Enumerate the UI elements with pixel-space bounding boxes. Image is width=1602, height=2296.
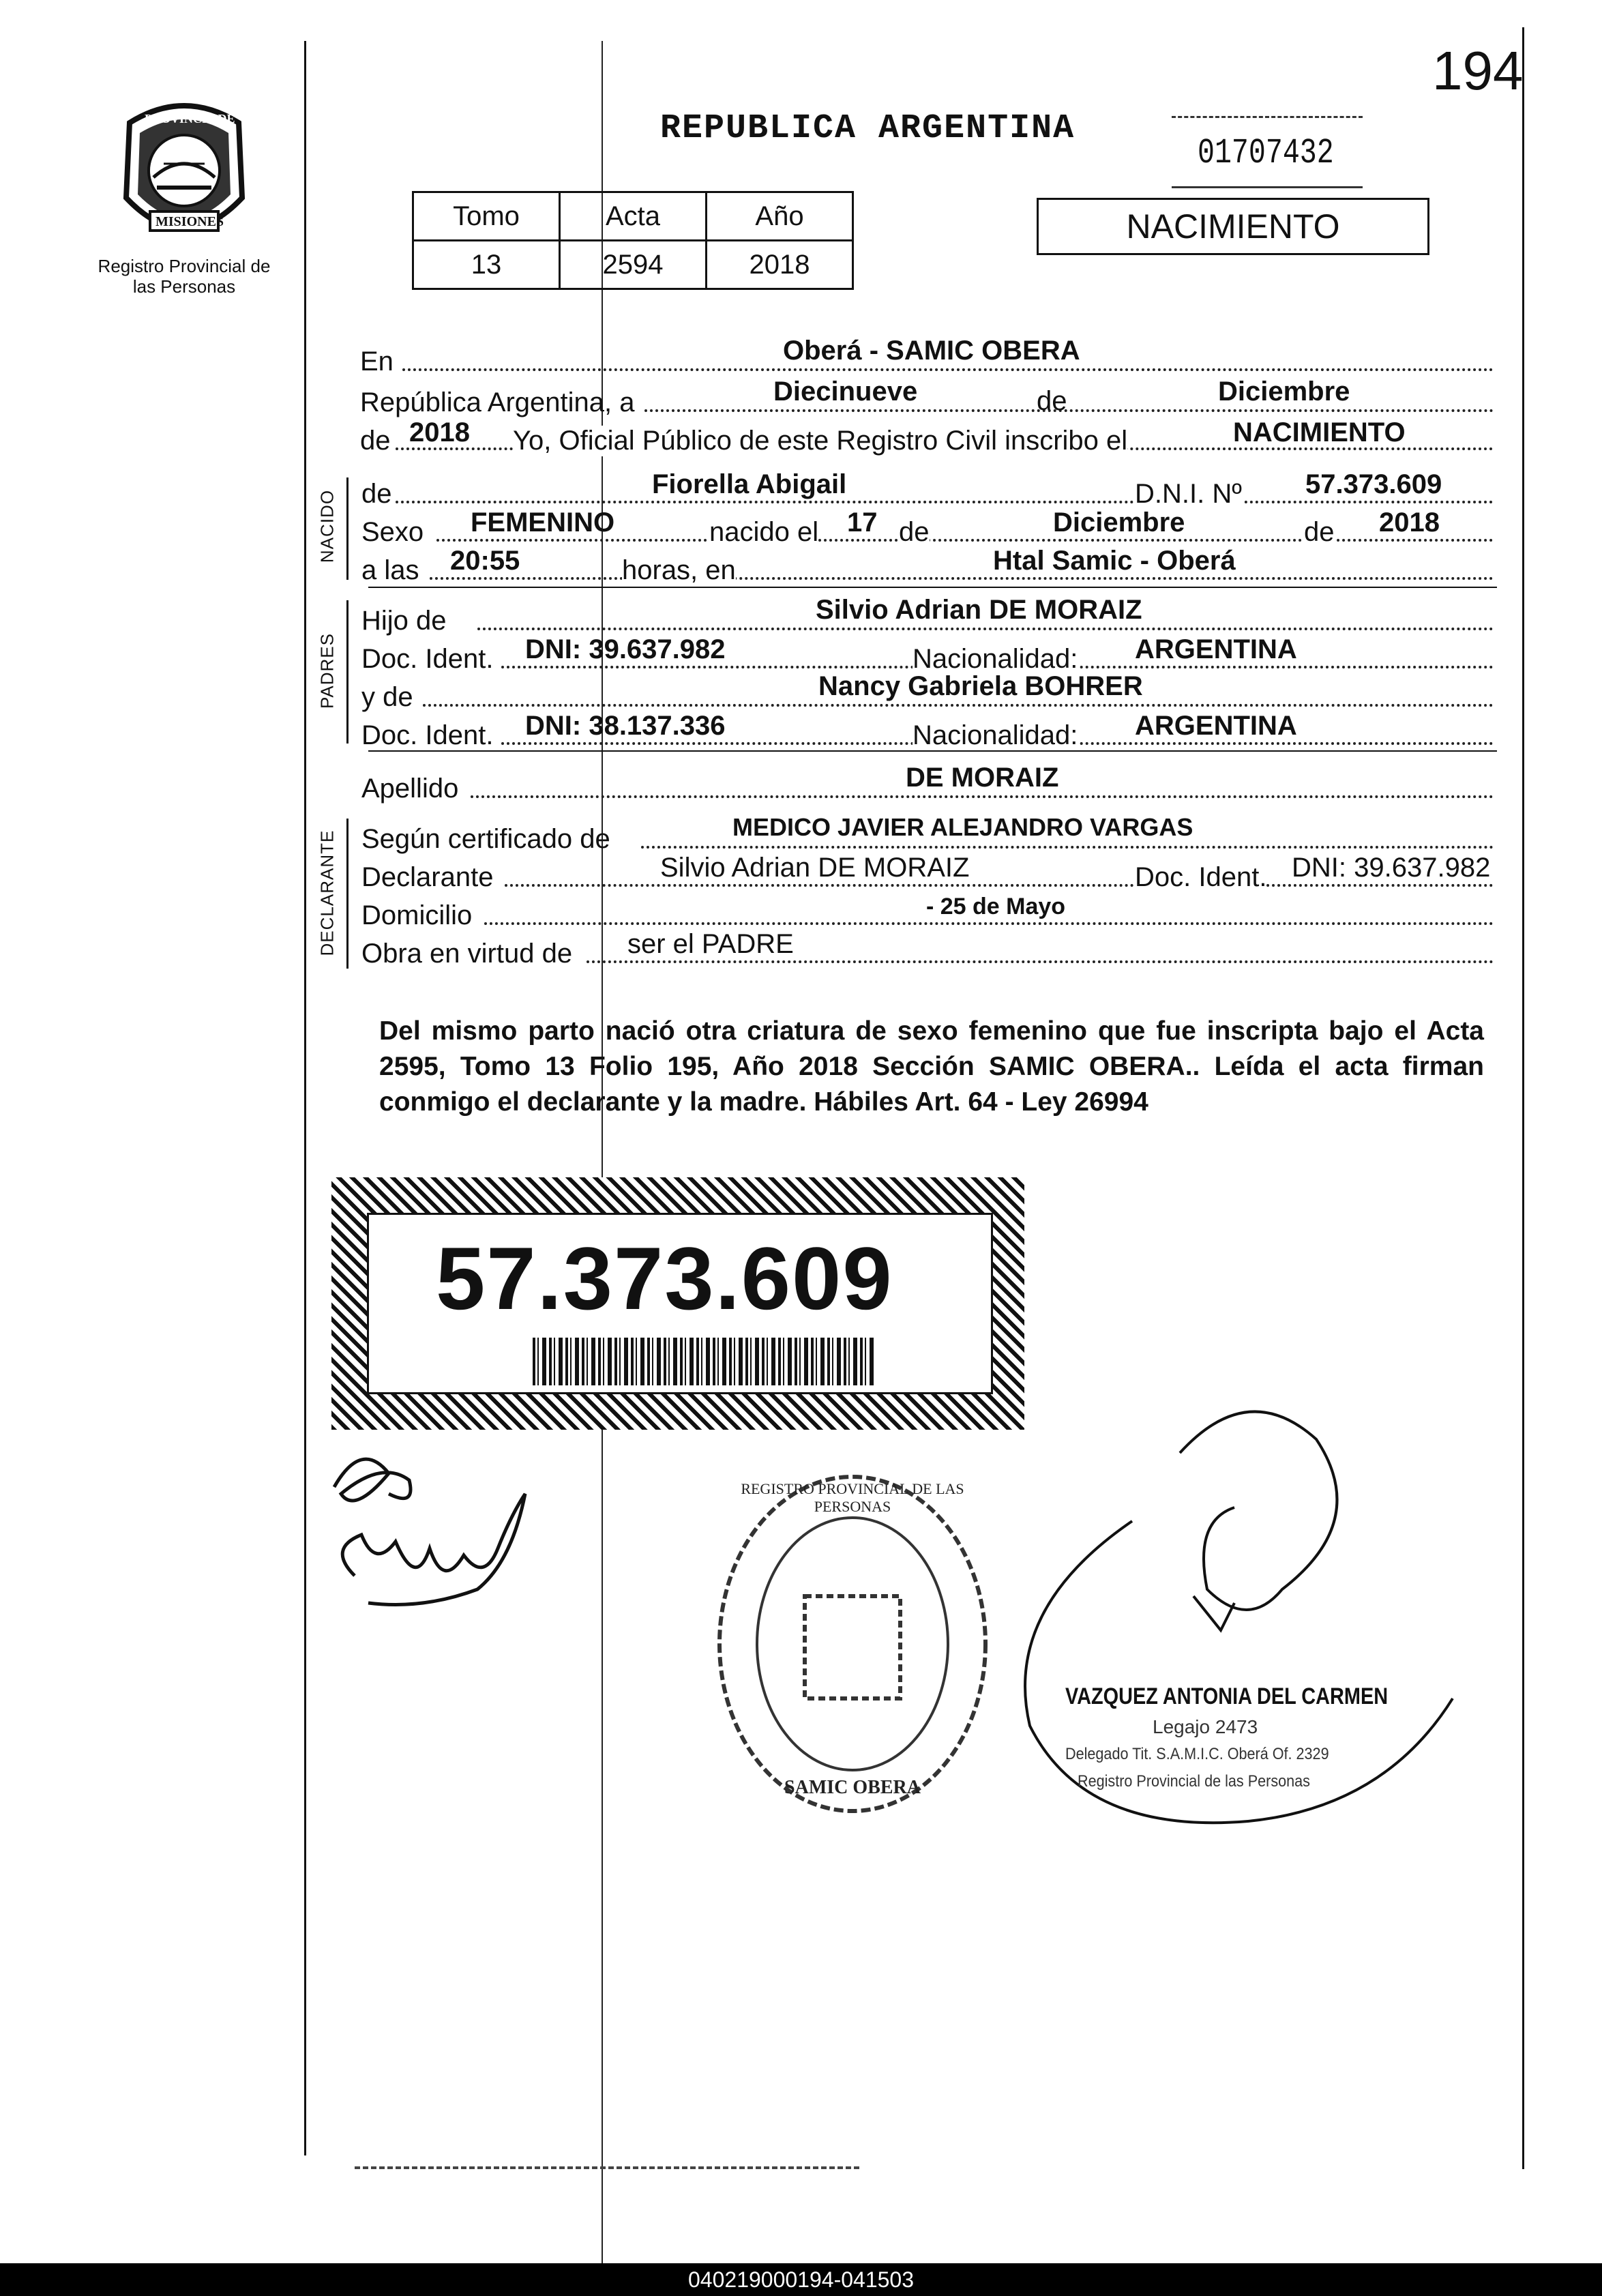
padres-bracket: [346, 600, 348, 744]
intro-day: Diecinueve: [773, 377, 918, 407]
seal-text: REGISTRO PROVINCIAL DE LAS PERSONAS: [741, 1480, 964, 1515]
table-cell-acta: 2594: [560, 241, 707, 289]
dots-declarante: [505, 884, 1494, 887]
birth-de3-label: de: [1304, 517, 1335, 547]
declarante-signature: [314, 1432, 559, 1637]
bottom-faint-line: [355, 2166, 859, 2169]
intro-place: Oberá - SAMIC OBERA: [783, 336, 1080, 366]
birth-day: 17: [847, 507, 878, 538]
intro-de-label: de: [1037, 386, 1067, 416]
footer-bar: [0, 2263, 1602, 2296]
dots-en: [402, 368, 1494, 371]
page-number: 194: [1432, 40, 1524, 101]
intro-month: Diciembre: [1218, 377, 1350, 407]
mother-nationality: ARGENTINA: [1135, 711, 1297, 741]
nacido-dni-label: D.N.I. Nº: [1135, 479, 1242, 509]
country-title: REPUBLICA ARGENTINA: [660, 109, 1076, 148]
officer-name: VAZQUEZ ANTONIA DEL CARMEN: [1065, 1683, 1389, 1709]
reference-table: [412, 191, 854, 290]
sexo-value: FEMENINO: [471, 507, 615, 538]
logo-seal-bottom: MISIONES: [155, 214, 224, 229]
scan-id: 040219000194-041503: [688, 2267, 914, 2292]
declarante-doc: DNI: 39.637.982: [1292, 853, 1491, 883]
en-label: En: [360, 347, 394, 377]
dni-sticker-inner: [367, 1213, 993, 1394]
domicilio-label: Domicilio: [361, 900, 473, 930]
table-header-ano: Año: [707, 192, 853, 241]
dots-apellido: [471, 795, 1494, 798]
left-border: [304, 41, 306, 2155]
segun-label: Según certificado de: [361, 824, 610, 854]
republica-label: República Argentina, a: [360, 387, 635, 417]
intro-yo-text: Yo, Oficial Público de este Registro Civil inscribo el: [513, 426, 1128, 456]
father-doc: DNI: 39.637.982: [525, 634, 726, 664]
nacido-dni: 57.373.609: [1305, 469, 1442, 499]
obra-label: Obra en virtud de: [361, 939, 573, 969]
birth-time: 20:55: [450, 546, 520, 576]
mother-name: Nancy Gabriela BOHRER: [818, 671, 1143, 701]
declarante-section-label: DECLARANTE: [316, 829, 338, 956]
table-header-tomo: Tomo: [413, 192, 560, 241]
dots-nacido-name: [396, 501, 1494, 503]
mother-doc-label: Doc. Ident.: [361, 720, 494, 750]
dots-sexo: [436, 539, 1494, 542]
officer-legajo: Legajo 2473: [1153, 1716, 1258, 1737]
logo-seal-top: PROVINCIA DE: [145, 112, 235, 126]
dni-sticker: [331, 1177, 1024, 1430]
intro-de2-label: de: [360, 426, 391, 456]
declarante-label: Declarante: [361, 862, 494, 892]
dots-obra: [587, 960, 1494, 963]
table-cell-ano: 2018: [707, 241, 853, 289]
father-nat-label: Nacionalidad:: [913, 644, 1078, 674]
seal-bottom-text: SAMIC OBERA: [784, 1777, 921, 1798]
certificado-value: MEDICO JAVIER ALEJANDRO VARGAS: [732, 813, 1193, 841]
declarante-bracket: [346, 819, 348, 969]
obra-value: ser el PADRE: [627, 929, 794, 959]
yde-label: y de: [361, 682, 413, 712]
dots-republica: [644, 409, 1494, 412]
serial-box: [1172, 116, 1363, 188]
apellido-label: Apellido: [361, 774, 459, 804]
nacido-name: Fiorella Abigail: [652, 469, 847, 499]
dots-segun: [641, 846, 1494, 849]
officer-signature: [989, 1371, 1480, 1835]
intro-act-word: NACIMIENTO: [1233, 417, 1406, 447]
nacido-bracket: [346, 477, 348, 580]
dni-sticker-number: 57.373.609: [436, 1228, 893, 1328]
horas-label: horas, en: [622, 555, 736, 585]
alas-label: a las: [361, 555, 419, 585]
logo-org-name: Registro Provincial de las Personas: [98, 256, 271, 297]
mother-nat-label: Nacionalidad:: [913, 720, 1078, 750]
intro-year: 2018: [409, 417, 470, 447]
nacido-section-label: NACIDO: [316, 489, 338, 563]
declarante-name: Silvio Adrian DE MORAIZ: [660, 853, 970, 883]
observation-text: Del mismo parto nació otra criatura de sexo femenino que fue inscripta bajo el Acta 2595, Tomo 13 Folio 195, Año 2018 Sección SAMIC OBERA.. Leída el acta firman conmigo el declarante y la madre. Hábiles Art. 64 - Ley 26994: [379, 1016, 1484, 1117]
nacido-de-label: de: [361, 479, 392, 509]
sexo-label: Sexo: [361, 517, 424, 547]
act-type: NACIMIENTO: [1126, 207, 1340, 246]
birth-month: Diciembre: [1053, 507, 1185, 538]
domicilio-value: - 25 de Mayo: [926, 894, 1066, 919]
apellido-value: DE MORAIZ: [906, 763, 1059, 793]
padres-section-label: PADRES: [316, 633, 338, 709]
divider-padres: [368, 750, 1497, 752]
table-header-acta: Acta: [560, 192, 707, 241]
officer-org: Registro Provincial de las Personas: [1078, 1772, 1310, 1791]
province-logo: [116, 95, 252, 252]
dots-alas: [430, 577, 1494, 580]
table-cell-tomo: 13: [413, 241, 560, 289]
dots-father: [477, 628, 1494, 630]
act-type-box: [1037, 198, 1429, 255]
right-border: [1522, 27, 1524, 2169]
mother-doc: DNI: 38.137.336: [525, 711, 726, 741]
officer-role: Delegado Tit. S.A.M.I.C. Oberá Of. 2329: [1065, 1745, 1329, 1763]
dots-mother: [423, 704, 1494, 707]
father-name: Silvio Adrian DE MORAIZ: [816, 595, 1142, 625]
hijo-label: Hijo de: [361, 606, 447, 636]
father-doc-label: Doc. Ident.: [361, 644, 494, 674]
father-nationality: ARGENTINA: [1135, 634, 1297, 664]
official-round-seal: [709, 1467, 996, 1821]
serial-number: 01707432: [1198, 133, 1334, 173]
fold-line: [602, 41, 603, 2285]
divider-nacido: [368, 587, 1497, 588]
dots-domicilio: [484, 922, 1494, 925]
declarante-doc-label: Doc. Ident.: [1135, 862, 1267, 892]
nacido-el-label: nacido el: [709, 517, 819, 547]
birth-year: 2018: [1379, 507, 1440, 538]
birth-place: Htal Samic - Oberá: [993, 546, 1236, 576]
birth-de-label: de: [899, 517, 930, 547]
dni-barcode: [533, 1338, 874, 1385]
